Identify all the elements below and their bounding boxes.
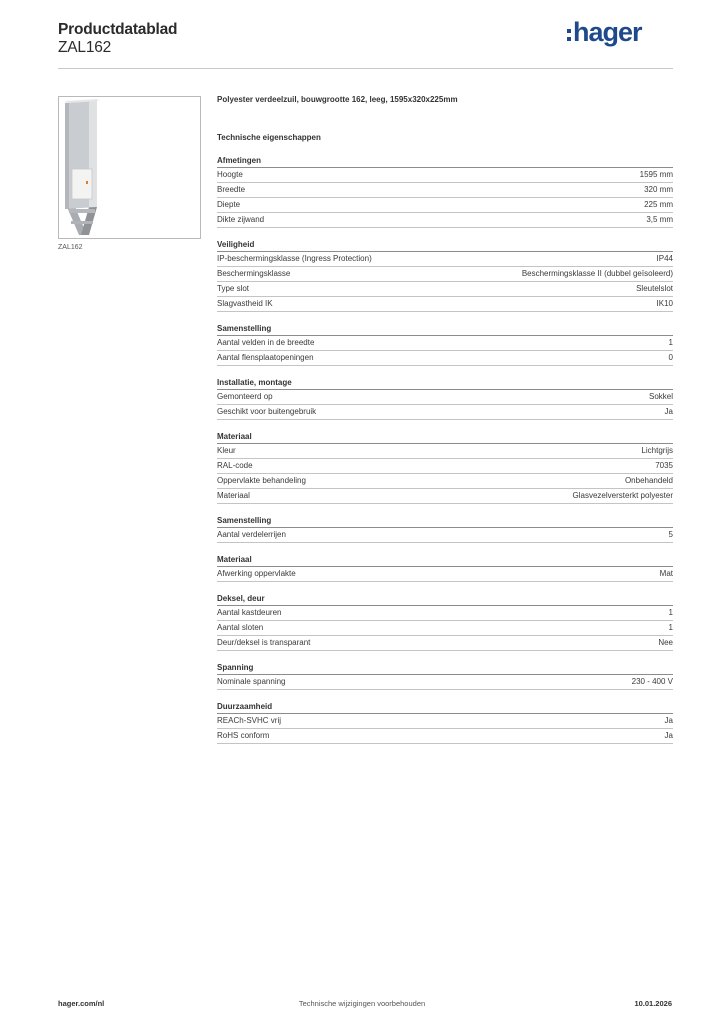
section-title: Duurzaamheid — [217, 701, 673, 714]
logo-text: hager — [573, 17, 642, 47]
spec-label: RAL-code — [217, 461, 253, 470]
spec-sections — [217, 155, 673, 744]
product-description: Polyester verdeelzuil, bouwgrootte 162, leeg, 1595x320x225mm — [217, 95, 458, 104]
spec-label: Breedte — [217, 185, 246, 194]
product-image-frame — [58, 96, 201, 239]
spec-label: Slagvastheid IK — [217, 299, 273, 308]
spec-row — [217, 168, 673, 183]
spec-row — [217, 336, 673, 351]
spec-value: Sleutelslot — [636, 284, 673, 293]
spec-label: Aantal sloten — [217, 623, 264, 632]
header-divider — [58, 68, 673, 69]
spec-row — [217, 675, 673, 690]
spec-value: Lichtgrijs — [641, 446, 673, 455]
spec-label: Nominale spanning — [217, 677, 286, 686]
product-image-caption: ZAL162 — [58, 244, 83, 251]
spec-label: Aantal kastdeuren — [217, 608, 282, 617]
spec-value: 320 mm — [644, 185, 673, 194]
distribution-column-image — [59, 97, 200, 238]
spec-row — [217, 528, 673, 543]
footer-disclaimer: Technische wijzigingen voorbehouden — [298, 999, 426, 1008]
spec-value: Sokkel — [648, 392, 673, 401]
section-title: Samenstelling — [217, 515, 673, 528]
section-title: Samenstelling — [217, 323, 673, 336]
spec-label: IP-beschermingsklasse (Ingress Protection) — [217, 254, 372, 263]
spec-row — [217, 297, 673, 312]
spec-value: 0 — [668, 353, 673, 362]
spec-section — [217, 323, 673, 366]
spec-value: 1595 mm — [639, 170, 673, 179]
spec-row — [217, 729, 673, 744]
spec-section — [217, 701, 673, 744]
spec-row — [217, 489, 673, 504]
spec-row — [217, 198, 673, 213]
spec-value: IP44 — [656, 254, 673, 263]
spec-label: Kleur — [217, 446, 236, 455]
spec-section — [217, 155, 673, 228]
spec-label: REACh-SVHC vrij — [217, 716, 282, 725]
spec-content — [217, 95, 673, 755]
spec-value: Beschermingsklasse II (dubbel geïsoleerd) — [521, 269, 673, 278]
spec-row — [217, 444, 673, 459]
spec-row — [217, 252, 673, 267]
section-title: Veiligheid — [217, 239, 673, 252]
spec-label: RoHS conform — [217, 731, 270, 740]
spec-label: Aantal verdelerrijen — [217, 530, 286, 539]
spec-value: 225 mm — [644, 200, 673, 209]
spec-label: Beschermingsklasse — [217, 269, 291, 278]
spec-value: Nee — [658, 638, 673, 647]
spec-row — [217, 459, 673, 474]
spec-row — [217, 714, 673, 729]
spec-value: 3,5 mm — [646, 215, 673, 224]
spec-row — [217, 606, 673, 621]
spec-value: 1 — [668, 608, 673, 617]
spec-value: 7035 — [655, 461, 673, 470]
spec-value: 1 — [668, 623, 673, 632]
spec-label: Geschikt voor buitengebruik — [217, 407, 317, 416]
spec-section — [217, 554, 673, 582]
spec-label: Dikte zijwand — [217, 215, 265, 224]
section-title: Spanning — [217, 662, 673, 675]
section-title: Deksel, deur — [217, 593, 673, 606]
spec-label: Aantal velden in de breedte — [217, 338, 315, 347]
hager-logo[interactable] — [567, 17, 642, 48]
spec-section — [217, 239, 673, 312]
spec-label: Oppervlakte behandeling — [217, 476, 306, 485]
spec-label: Materiaal — [217, 491, 250, 500]
spec-row — [217, 213, 673, 228]
document-title: Productdatablad — [58, 21, 178, 38]
spec-section — [217, 662, 673, 690]
spec-row — [217, 282, 673, 297]
spec-value: 1 — [668, 338, 673, 347]
spec-label: Type slot — [217, 284, 250, 293]
logo-dots-icon — [567, 27, 571, 43]
spec-row — [217, 267, 673, 282]
spec-label: Aantal flensplaatopeningen — [217, 353, 314, 362]
spec-value: Onbehandeld — [624, 476, 673, 485]
spec-row — [217, 183, 673, 198]
spec-row — [217, 405, 673, 420]
spec-row — [217, 636, 673, 651]
section-title: Installatie, montage — [217, 377, 673, 390]
spec-value: 230 - 400 V — [631, 677, 673, 686]
spec-value: Ja — [664, 731, 673, 740]
spec-section — [217, 431, 673, 504]
spec-row — [217, 474, 673, 489]
spec-value: IK10 — [656, 299, 673, 308]
spec-section — [217, 377, 673, 420]
spec-label: Gemonteerd op — [217, 392, 273, 401]
spec-row — [217, 621, 673, 636]
section-title: Materiaal — [217, 431, 673, 444]
spec-label: Diepte — [217, 200, 241, 209]
spec-value: Ja — [664, 407, 673, 416]
spec-label: Hoogte — [217, 170, 243, 179]
spec-label: Afwerking oppervlakte — [217, 569, 296, 578]
spec-label: Deur/deksel is transparant — [217, 638, 311, 647]
spec-row — [217, 390, 673, 405]
section-title: Afmetingen — [217, 155, 673, 168]
product-code: ZAL162 — [58, 39, 112, 56]
spec-section — [217, 515, 673, 543]
spec-value: Ja — [664, 716, 673, 725]
spec-section — [217, 593, 673, 651]
spec-value: 5 — [668, 530, 673, 539]
spec-row — [217, 351, 673, 366]
tech-heading: Technische eigenschappen — [217, 133, 321, 142]
section-title: Materiaal — [217, 554, 673, 567]
footer-website-link[interactable]: hager.com/nl — [58, 999, 105, 1008]
footer-date: 10.01.2026 — [634, 999, 672, 1008]
spec-value: Mat — [659, 569, 673, 578]
spec-row — [217, 567, 673, 582]
spec-value: Glasvezelversterkt polyester — [572, 491, 673, 500]
